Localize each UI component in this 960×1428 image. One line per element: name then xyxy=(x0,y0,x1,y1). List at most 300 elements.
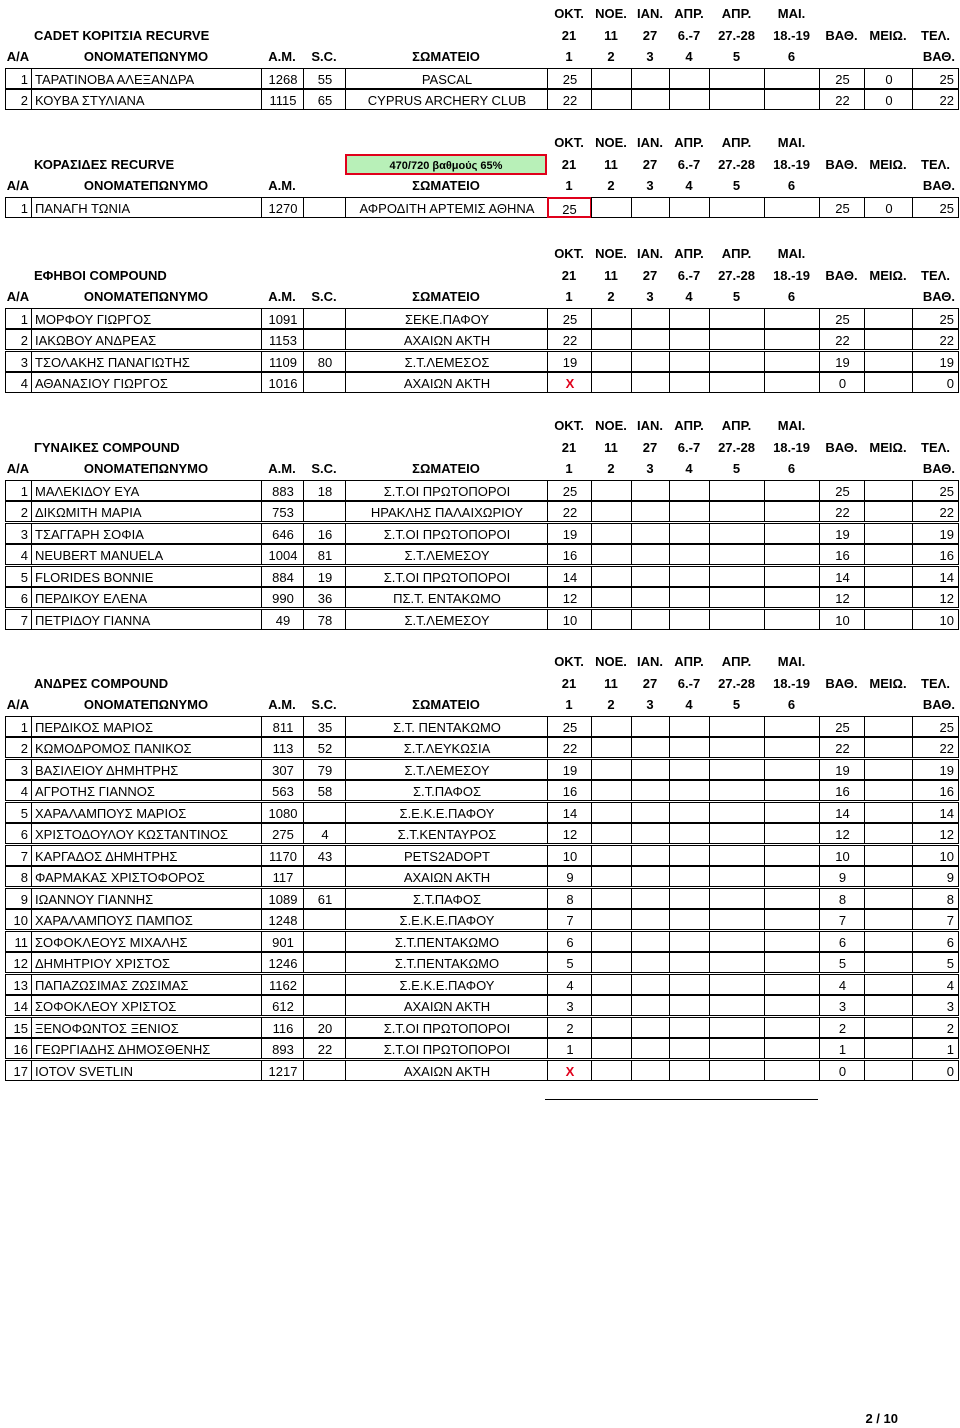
cell-r4 xyxy=(669,587,710,608)
round-date: 11 xyxy=(604,156,618,172)
cell-sc: 20 xyxy=(303,1017,346,1038)
cell-meio xyxy=(864,974,913,995)
cell-n: 1 xyxy=(5,716,32,737)
column-header: ΣΩΜΑΤΕΙΟ xyxy=(412,461,480,476)
cell-r5 xyxy=(709,197,765,218)
cell-r5 xyxy=(709,544,765,565)
cell-am: 1153 xyxy=(261,329,304,350)
cell-r3 xyxy=(631,909,670,930)
cell-club: Σ.Τ. ΠΕΝΤΑΚΩΜΟ xyxy=(345,716,548,737)
month-label: ΑΠΡ. xyxy=(674,135,704,150)
cell-r1: 22 xyxy=(547,501,592,522)
month-label: ΝΟΕ. xyxy=(595,135,627,150)
title-row xyxy=(0,154,960,175)
cell-r1: 10 xyxy=(547,609,592,630)
round-date: 27.-28 xyxy=(718,267,755,283)
cell-r1: X xyxy=(547,372,592,393)
cell-r6 xyxy=(764,372,820,393)
page-number: 2 / 10 xyxy=(865,1411,898,1426)
cell-r4 xyxy=(669,823,710,844)
round-date: 27 xyxy=(642,439,658,455)
cell-bath: 4 xyxy=(819,974,865,995)
table-row xyxy=(0,566,960,587)
cell-meio xyxy=(864,802,913,823)
cell-am: 811 xyxy=(261,716,304,737)
cell-r5 xyxy=(709,1060,765,1081)
cell-r2 xyxy=(591,329,632,350)
round-date: 18.-19 xyxy=(773,156,810,172)
cell-n: 13 xyxy=(5,974,32,995)
cell-r2 xyxy=(591,952,632,973)
cell-r5 xyxy=(709,952,765,973)
cell-r3 xyxy=(631,974,670,995)
cell-n: 4 xyxy=(5,544,32,565)
cell-r1: X xyxy=(547,1060,592,1081)
cell-name: ΚΑΡΓΑΔΟΣ ΔΗΜΗΤΡΗΣ xyxy=(31,845,262,866)
cell-r5 xyxy=(709,609,765,630)
column-header: Α.Μ. xyxy=(268,49,296,64)
cell-club: ΑΧΑΙΩΝ ΑΚΤΗ xyxy=(345,372,548,393)
cell-r6 xyxy=(764,995,820,1016)
cell-r3 xyxy=(631,308,670,329)
cell-bath: 10 xyxy=(819,609,865,630)
cell-r1: 22 xyxy=(547,89,592,110)
summary-header: ΒΑΘ. xyxy=(825,675,858,691)
cell-r3 xyxy=(631,501,670,522)
cell-r1: 14 xyxy=(547,566,592,587)
column-headers xyxy=(0,175,960,196)
column-header: 3 xyxy=(646,697,654,712)
cell-r1: 16 xyxy=(547,780,592,801)
month-label: ΜΑΙ. xyxy=(777,6,806,21)
cell-bath: 12 xyxy=(819,587,865,608)
column-headers xyxy=(0,286,960,307)
cell-tel: 10 xyxy=(912,845,959,866)
table-row xyxy=(0,1060,960,1081)
cell-r4 xyxy=(669,566,710,587)
cell-bath: 19 xyxy=(819,759,865,780)
summary-header: ΒΑΘ. xyxy=(825,156,858,172)
column-header: ΒΑΘ. xyxy=(922,697,955,712)
round-date: 18.-19 xyxy=(773,27,810,43)
cell-meio: 0 xyxy=(864,197,913,218)
cell-club: Σ.Τ.ΟΙ ΠΡΩΤΟΠΟΡΟΙ xyxy=(345,566,548,587)
summary-header: ΒΑΘ. xyxy=(825,267,858,283)
cell-r3 xyxy=(631,823,670,844)
cell-sc: 18 xyxy=(303,480,346,501)
cell-meio xyxy=(864,501,913,522)
section-title: ΚΟΡΑΣΙΔΕΣ RECURVE xyxy=(34,156,175,172)
cell-r4 xyxy=(669,501,710,522)
round-date: 6.-7 xyxy=(677,267,701,283)
cell-meio xyxy=(864,544,913,565)
cell-name: ΜΟΡΦΟΥ ΓΙΩΡΓΟΣ xyxy=(31,308,262,329)
cell-am: 1270 xyxy=(261,197,304,218)
cell-r4 xyxy=(669,866,710,887)
cell-n: 7 xyxy=(5,609,32,630)
cell-meio xyxy=(864,716,913,737)
round-date: 6.-7 xyxy=(677,439,701,455)
cell-tel: 8 xyxy=(912,888,959,909)
month-label: ΑΠΡ. xyxy=(674,418,704,433)
cell-tel: 16 xyxy=(912,780,959,801)
cell-r6 xyxy=(764,759,820,780)
cell-club: Σ.Τ.ΟΙ ΠΡΩΤΟΠΟΡΟΙ xyxy=(345,523,548,544)
cell-r5 xyxy=(709,974,765,995)
cell-r6 xyxy=(764,197,820,218)
cell-sc xyxy=(303,974,346,995)
cell-r2 xyxy=(591,1017,632,1038)
cell-bath: 9 xyxy=(819,866,865,887)
cell-am: 1080 xyxy=(261,802,304,823)
cell-am: 901 xyxy=(261,931,304,952)
summary-header: ΜΕΙΩ. xyxy=(869,156,907,172)
round-date: 11 xyxy=(604,27,618,43)
column-header: 3 xyxy=(646,289,654,304)
cell-am: 612 xyxy=(261,995,304,1016)
table-row xyxy=(0,866,960,887)
cell-am: 646 xyxy=(261,523,304,544)
table-row xyxy=(0,523,960,544)
cell-bath: 0 xyxy=(819,372,865,393)
cell-r3 xyxy=(631,68,670,89)
table-row xyxy=(0,845,960,866)
cell-club: ΑΧΑΙΩΝ ΑΚΤΗ xyxy=(345,1060,548,1081)
cell-r5 xyxy=(709,587,765,608)
cell-name: ΔΙΚΩΜΙΤΗ ΜΑΡΙΑ xyxy=(31,501,262,522)
table-row xyxy=(0,780,960,801)
cell-r2 xyxy=(591,1038,632,1059)
month-label: ΜΑΙ. xyxy=(777,418,806,433)
cell-am: 1217 xyxy=(261,1060,304,1081)
table-row xyxy=(0,544,960,565)
cell-r1: 16 xyxy=(547,544,592,565)
cell-club: Σ.Τ.ΠΕΝΤΑΚΩΜΟ xyxy=(345,931,548,952)
cell-sc xyxy=(303,952,346,973)
cell-tel: 10 xyxy=(912,609,959,630)
month-label: ΑΠΡ. xyxy=(674,6,704,21)
cell-bath: 25 xyxy=(819,308,865,329)
cell-name: ΒΑΣΙΛΕΙΟΥ ΔΗΜΗΤΡΗΣ xyxy=(31,759,262,780)
month-label: ΑΠΡ. xyxy=(721,6,752,21)
cell-meio xyxy=(864,1017,913,1038)
cell-tel: 22 xyxy=(912,89,959,110)
column-header: S.C. xyxy=(311,49,337,64)
table-row xyxy=(0,89,960,110)
column-header: ΟΝΟΜΑΤΕΠΩΝΥΜΟ xyxy=(83,697,209,712)
cell-r2 xyxy=(591,523,632,544)
cell-name: ΧΑΡΑΛΑΜΠΟΥΣ ΜΑΡΙΟΣ xyxy=(31,802,262,823)
column-header: ΟΝΟΜΑΤΕΠΩΝΥΜΟ xyxy=(83,49,209,64)
cell-r1: 1 xyxy=(547,1038,592,1059)
cell-n: 6 xyxy=(5,823,32,844)
cell-am: 884 xyxy=(261,566,304,587)
cell-am: 1268 xyxy=(261,68,304,89)
cell-r3 xyxy=(631,866,670,887)
cell-tel: 9 xyxy=(912,866,959,887)
summary-header: ΤΕΛ. xyxy=(921,156,950,172)
cell-meio xyxy=(864,888,913,909)
cell-name: ΠΕΡΔΙΚΟΣ ΜΑΡΙΟΣ xyxy=(31,716,262,737)
cell-meio xyxy=(864,759,913,780)
title-row xyxy=(0,673,960,694)
column-header: 2 xyxy=(607,461,615,476)
table-row xyxy=(0,909,960,930)
cell-club: Σ.Τ.ΟΙ ΠΡΩΤΟΠΟΡΟΙ xyxy=(345,1017,548,1038)
column-header: Α.Μ. xyxy=(268,697,296,712)
cell-am: 1091 xyxy=(261,308,304,329)
cell-bath: 8 xyxy=(819,888,865,909)
cell-sc xyxy=(303,909,346,930)
cell-r4 xyxy=(669,952,710,973)
cell-meio xyxy=(864,1060,913,1081)
cell-r2 xyxy=(591,845,632,866)
month-label: ΟΚΤ. xyxy=(554,418,584,433)
cell-r3 xyxy=(631,1038,670,1059)
cell-r6 xyxy=(764,89,820,110)
cell-name: ΤΣΟΛΑΚΗΣ ΠΑΝΑΓΙΩΤΗΣ xyxy=(31,351,262,372)
round-date: 6.-7 xyxy=(677,27,701,43)
cell-r3 xyxy=(631,523,670,544)
table-row xyxy=(0,308,960,329)
cell-r3 xyxy=(631,197,670,218)
column-header: ΣΩΜΑΤΕΙΟ xyxy=(412,697,480,712)
cell-r1: 8 xyxy=(547,888,592,909)
section-title: ΕΦΗΒΟΙ COMPOUND xyxy=(34,267,167,283)
cell-club: Σ.Τ.ΠΑΦΟΣ xyxy=(345,888,548,909)
cell-bath: 25 xyxy=(819,716,865,737)
cell-r3 xyxy=(631,737,670,758)
cell-club: Σ.Τ.ΛΕΜΕΣΟΣ xyxy=(345,351,548,372)
cell-r4 xyxy=(669,845,710,866)
cell-r1: 4 xyxy=(547,974,592,995)
cell-r3 xyxy=(631,802,670,823)
cell-r4 xyxy=(669,974,710,995)
cell-club: ΗΡΑΚΛΗΣ ΠΑΛΑΙΧΩΡΙΟΥ xyxy=(345,501,548,522)
cell-r2 xyxy=(591,351,632,372)
round-date: 11 xyxy=(604,439,618,455)
cell-tel: 22 xyxy=(912,737,959,758)
table-row xyxy=(0,68,960,89)
cell-tel: 3 xyxy=(912,995,959,1016)
column-header: 4 xyxy=(685,697,693,712)
cell-r4 xyxy=(669,329,710,350)
column-header: Α/Α xyxy=(6,697,30,712)
round-date: 18.-19 xyxy=(773,439,810,455)
footer-rule xyxy=(545,1099,818,1100)
column-header: S.C. xyxy=(311,289,337,304)
cell-tel: 16 xyxy=(912,544,959,565)
month-label: ΝΟΕ. xyxy=(595,6,627,21)
cell-name: ΞΕΝΟΦΩΝΤΟΣ ΞΕΝΙΟΣ xyxy=(31,1017,262,1038)
cell-sc xyxy=(303,866,346,887)
section-title: ΑΝΔΡΕΣ COMPOUND xyxy=(34,675,169,691)
column-header: ΟΝΟΜΑΤΕΠΩΝΥΜΟ xyxy=(83,461,209,476)
cell-am: 883 xyxy=(261,480,304,501)
cell-name: ΔΗΜΗΤΡΙΟΥ ΧΡΙΣΤΟΣ xyxy=(31,952,262,973)
cell-bath: 5 xyxy=(819,952,865,973)
table-row xyxy=(0,974,960,995)
month-label: ΙΑΝ. xyxy=(637,6,663,21)
cell-name: NEUBERT MANUELA xyxy=(31,544,262,565)
cell-sc xyxy=(303,802,346,823)
column-headers xyxy=(0,46,960,67)
cell-n: 6 xyxy=(5,587,32,608)
cell-name: ΙΩΑΝΝΟΥ ΓΙΑΝΝΗΣ xyxy=(31,888,262,909)
cell-bath: 16 xyxy=(819,780,865,801)
cell-club: CYPRUS ARCHERY CLUB xyxy=(345,89,548,110)
month-label: ΑΠΡ. xyxy=(721,654,752,669)
cell-r2 xyxy=(591,480,632,501)
cell-club: Σ.Τ.ΛΕΜΕΣΟΥ xyxy=(345,609,548,630)
table-row xyxy=(0,759,960,780)
column-header: Α/Α xyxy=(6,178,30,193)
cell-name: ΑΓΡΟΤΗΣ ΓΙΑΝΝΟΣ xyxy=(31,780,262,801)
cell-club: Σ.Τ.ΟΙ ΠΡΩΤΟΠΟΡΟΙ xyxy=(345,1038,548,1059)
cell-r3 xyxy=(631,329,670,350)
cell-r2 xyxy=(591,802,632,823)
column-header: 5 xyxy=(732,289,741,304)
month-label: ΑΠΡ. xyxy=(721,246,752,261)
cell-sc xyxy=(303,995,346,1016)
cell-r3 xyxy=(631,480,670,501)
cell-tel: 2 xyxy=(912,1017,959,1038)
table-row xyxy=(0,931,960,952)
cell-n: 7 xyxy=(5,845,32,866)
cell-r6 xyxy=(764,802,820,823)
cell-r5 xyxy=(709,480,765,501)
cell-r3 xyxy=(631,952,670,973)
column-header: 1 xyxy=(565,49,573,64)
cell-r1: 25 xyxy=(547,716,592,737)
cell-n: 1 xyxy=(5,68,32,89)
cell-tel: 12 xyxy=(912,587,959,608)
cell-am: 116 xyxy=(261,1017,304,1038)
cell-r2 xyxy=(591,823,632,844)
cell-sc xyxy=(303,372,346,393)
cell-r2 xyxy=(591,888,632,909)
cell-n: 2 xyxy=(5,89,32,110)
cell-name: ΠΑΠΑΖΩΣΙΜΑΣ ΖΩΣΙΜΑΣ xyxy=(31,974,262,995)
cell-r6 xyxy=(764,888,820,909)
month-label: ΑΠΡ. xyxy=(721,418,752,433)
summary-header: ΜΕΙΩ. xyxy=(869,27,907,43)
column-header: 4 xyxy=(685,49,693,64)
cell-r3 xyxy=(631,780,670,801)
cell-am: 753 xyxy=(261,501,304,522)
cell-r4 xyxy=(669,1017,710,1038)
cell-r1: 22 xyxy=(547,737,592,758)
months-row xyxy=(0,3,960,24)
cell-name: ΧΑΡΑΛΑΜΠΟΥΣ ΠΑΜΠΟΣ xyxy=(31,909,262,930)
column-header: ΟΝΟΜΑΤΕΠΩΝΥΜΟ xyxy=(83,178,209,193)
section-title: CADET ΚΟΡΙΤΣΙΑ RECURVE xyxy=(34,27,210,43)
column-header: 5 xyxy=(732,49,741,64)
cell-meio: 0 xyxy=(864,68,913,89)
cell-n: 1 xyxy=(5,308,32,329)
month-label: ΝΟΕ. xyxy=(595,418,627,433)
cell-r5 xyxy=(709,802,765,823)
month-label: ΟΚΤ. xyxy=(554,135,584,150)
cell-r6 xyxy=(764,308,820,329)
cell-r1: 19 xyxy=(547,523,592,544)
summary-header: ΜΕΙΩ. xyxy=(869,267,907,283)
cell-r4 xyxy=(669,351,710,372)
cell-r6 xyxy=(764,1038,820,1059)
column-header: 6 xyxy=(787,697,796,712)
month-label: ΝΟΕ. xyxy=(595,246,627,261)
cell-club: ΠΣ.Τ. ΕΝΤΑΚΩΜΟ xyxy=(345,587,548,608)
cell-tel: 25 xyxy=(912,716,959,737)
cell-r1: 25 xyxy=(547,308,592,329)
cell-am: 1246 xyxy=(261,952,304,973)
column-header: 3 xyxy=(646,461,654,476)
cell-name: FLORIDES BONNIE xyxy=(31,566,262,587)
cell-sc: 65 xyxy=(303,89,346,110)
column-header: 3 xyxy=(646,49,654,64)
column-header: 5 xyxy=(732,178,741,193)
cell-r4 xyxy=(669,780,710,801)
months-row xyxy=(0,415,960,436)
cell-r1: 22 xyxy=(547,329,592,350)
months-row xyxy=(0,132,960,153)
cell-n: 5 xyxy=(5,566,32,587)
title-row xyxy=(0,265,960,286)
cell-r5 xyxy=(709,523,765,544)
cell-tel: 25 xyxy=(912,480,959,501)
cell-sc: 16 xyxy=(303,523,346,544)
cell-club: Σ.Τ.ΚΕΝΤΑΥΡΟΣ xyxy=(345,823,548,844)
month-label: ΑΠΡ. xyxy=(674,246,704,261)
column-header: Α/Α xyxy=(6,289,30,304)
cell-n: 9 xyxy=(5,888,32,909)
column-header: 2 xyxy=(607,289,615,304)
cell-am: 113 xyxy=(261,737,304,758)
cell-r4 xyxy=(669,89,710,110)
cell-am: 1089 xyxy=(261,888,304,909)
cell-r6 xyxy=(764,523,820,544)
cell-r5 xyxy=(709,780,765,801)
cell-tel: 22 xyxy=(912,501,959,522)
summary-header: ΤΕΛ. xyxy=(921,675,950,691)
cell-r2 xyxy=(591,372,632,393)
cell-r3 xyxy=(631,587,670,608)
cell-r2 xyxy=(591,89,632,110)
month-label: ΟΚΤ. xyxy=(554,246,584,261)
title-row xyxy=(0,437,960,458)
cell-name: ΙΑΚΩΒΟΥ ΑΝΔΡΕΑΣ xyxy=(31,329,262,350)
cell-r5 xyxy=(709,89,765,110)
cell-r6 xyxy=(764,544,820,565)
column-header: ΣΩΜΑΤΕΙΟ xyxy=(412,178,480,193)
cell-name: ΣΟΦΟΚΛΕΟΥ ΧΡΙΣΤΟΣ xyxy=(31,995,262,1016)
column-header: 1 xyxy=(565,461,573,476)
cell-meio xyxy=(864,845,913,866)
round-date: 21 xyxy=(561,675,577,691)
summary-header: ΤΕΛ. xyxy=(921,439,950,455)
cell-am: 275 xyxy=(261,823,304,844)
cell-r5 xyxy=(709,68,765,89)
column-header xyxy=(303,175,345,196)
column-header: Α/Α xyxy=(6,49,30,64)
cell-club: Σ.Τ.ΛΕΜΕΣΟΥ xyxy=(345,759,548,780)
cell-n: 2 xyxy=(5,329,32,350)
column-header: ΣΩΜΑΤΕΙΟ xyxy=(412,49,480,64)
cell-r5 xyxy=(709,1017,765,1038)
cell-sc: 22 xyxy=(303,1038,346,1059)
cell-r5 xyxy=(709,737,765,758)
qualification-note: 470/720 βαθμούς 65% xyxy=(345,154,547,175)
